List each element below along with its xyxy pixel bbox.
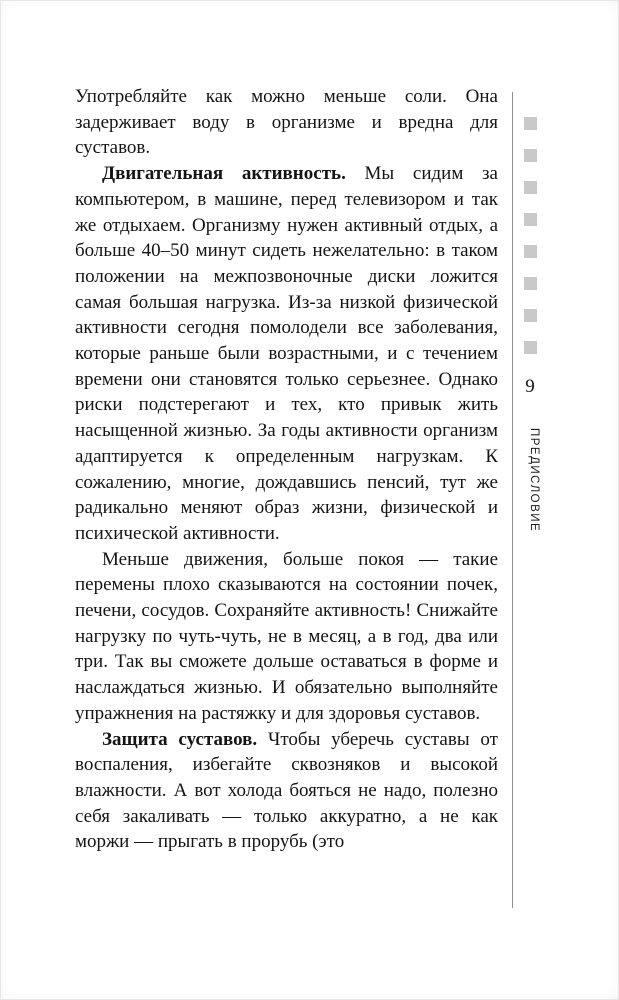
- decor-square: [524, 341, 537, 354]
- decor-square: [524, 117, 537, 130]
- decor-square: [524, 213, 537, 226]
- paragraph-lead: Защита суставов.: [102, 728, 258, 750]
- decor-square: [524, 309, 537, 322]
- decor-square: [524, 245, 537, 258]
- decor-square: [524, 149, 537, 162]
- paragraph-body: Чтобы уберечь суставы от воспаления, избегайте сквозняков и высокой влажности. А вот холода бояться не надо, полезно себя закаливать — только аккуратно, а не как моржи — прыгать в прорубь (это: [75, 728, 498, 853]
- body-text: [75, 84, 498, 855]
- paragraph: [75, 161, 498, 547]
- decor-square: [524, 277, 537, 290]
- paragraph: [75, 84, 498, 161]
- paragraph: [75, 727, 498, 856]
- paragraph-body: Меньше движения, больше покоя — такие перемены плохо сказываются на состоянии почек, печени, сосудов. Сохраняйте активность! Снижайте нагрузку по чуть-чуть, не в месяц, а в год, два или три. Так вы сможете дольше оставаться в форме и наслаждаться жизнью. И обязательно выполняйте упражнения на растяжку и для здоровья суставов.: [75, 548, 498, 724]
- section-title-vertical: ПРЕДИСЛОВИЕ: [528, 428, 540, 533]
- margin-rule: [512, 92, 513, 908]
- paragraph-lead: Двигательная активность.: [102, 163, 346, 185]
- decor-squares: [524, 117, 537, 373]
- paragraph: [75, 547, 498, 727]
- paragraph-body: Мы сидим за компьютером, в машине, перед телевизором и так же отдыхаем. Организму нужен активный отдых, а больше 40–50 минут сидеть нежелательно: в таком положении на межпозвоночные диски ложится самая большая нагрузка. Из-за низкой физической активности сегодня помолодели все заболевания, которые раньше были возрастными, и с течением времени они становятся только серьезнее. Однако риски подстерегают и тех, кто привык жить насыщенной жизнью. За годы активности организм адаптируется к определенным нагрузкам. К сожалению, многие, дождавшись пенсий, тут же радикально меняют образ жизни, физической и психической активности.: [75, 163, 498, 544]
- decor-square: [524, 181, 537, 194]
- page-number: 9: [525, 376, 535, 397]
- paragraph-body: Употребляйте как можно меньше соли. Она задерживает воду в организме и вредна для суставов.: [75, 86, 498, 159]
